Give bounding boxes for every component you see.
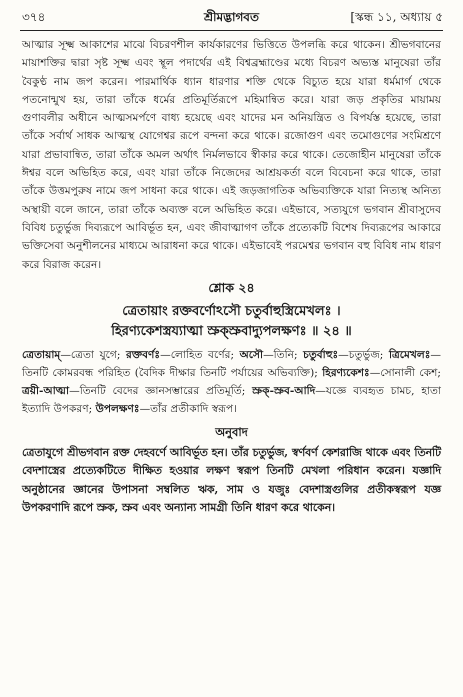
page-number: ৩৭৪ [22,10,46,24]
synonym-meaning: —তিনটি কোমরবন্ধ পরিহিত (বৈদিক দীক্ষার তিনটি পর্যায়ের অভিব্যক্তি); [22,348,441,379]
synonym-word: স্রুক্-স্রুব-আদি [252,384,316,397]
synonym-meaning: —যজ্ঞে ব্যবহৃত চামচ, হাতা ইত্যাদি উপকরণ; [22,384,441,415]
synonym-meaning: —তাঁর প্রতীকাদি স্বরূপ। [139,402,237,415]
synonym-meaning: —তিনি; [263,348,304,361]
translation-heading: অনুবাদ [215,424,248,439]
verse-heading: শ্লোক ২৪ [208,279,255,295]
section-label: [স্কন্ধ ১১, অধ্যায় ৫ [350,10,443,24]
synonym-word: হিরণ্যকেশঃ [322,366,370,379]
synonym-meaning: —তিনটি বেদের জ্ঞানসম্ভারের প্রতিমূর্তি; [69,384,253,397]
book-title: শ্রীমদ্ভাগবত [203,10,259,24]
synonym-meaning: —লোহিত বর্ণের; [160,348,240,361]
synonym-word: উপলক্ষণঃ [95,402,140,415]
synonyms-paragraph [22,346,441,418]
page-header [20,6,443,28]
verse-line-1: ত্রেতায়াং রক্তবর্ণোঽসৌ চতুর্বাহুস্ত্রিমেখলঃ । [122,303,341,319]
verse-line-2: হিরণ্যকেশস্ত্রয্যাত্মা স্রুক্স্রুবাদ্যুপলক্ষণঃ ॥ ২৪ ॥ [111,323,352,339]
synonym-word: রক্তবর্ণঃ [126,348,161,361]
synonym-meaning: —চতুর্ভুজ; [338,348,389,361]
synonym-word: চতুর্বাহুঃ [303,348,339,361]
page-body [22,36,441,518]
synonym-word: ত্রেতায়াম্ [22,348,61,361]
header-rule [20,30,443,31]
synonym-meaning: —ত্রেতা যুগে; [60,348,127,361]
synonym-word: ত্রিমেখলঃ [388,348,431,361]
synonym-meaning: —সোনালী কেশ; [369,366,441,379]
synonym-word: ত্রয়ী-আত্মা [22,384,70,397]
synonym-word: অসৌ [239,348,264,361]
purport-paragraph: আত্মার সূক্ষ্ম আকাশের মাঝে বিচরণশীল কার্যকারণের ভিত্তিতে উপলব্ধি করে থাকেন। শ্রীভগবানের মায়াশক্তির দ্বারা সৃষ্ট সূক্ষ্ম এবং স্থূল পদার্থের এই বিশ্বব্রহ্মাণ্ডের মধ্যে বিচরণ অভ্যস্ত মানুষেরা তাঁর বৈকুণ্ঠ নাম জপ করেন। পারমার্থিক ধ্যান ধারণার শক্তি থেকে বিচ্যুত হয়ে যারা ধর্মমার্গ থেকে পতনোন্মুখ হয়, তারা তাঁকে ধর্মের প্রতিমূর্তিরূপে মহিমান্বিত করে। যারা জড় প্রকৃতির মায়াময় গুণাবলীর অধীনে আত্মসমর্পণে বাধ্য হয়েছে এবং যাদের মন অনিয়ন্ত্রিত ও বিপর্যস্ত হয়েছে, তারা তাঁকে সর্বার্থ সাধক আত্মস্থ যোগেশ্বর রূপে বন্দনা করে থাকে। রজোগুণ এবং তমোগুণের সংমিশ্রণে যারা প্রভাবান্বিত, তারা তাঁকে অমল অর্থাৎ নির্মলভাবে স্বীকার করে থাকে। তেজোহীন মানুষেরা তাঁকে ঈশ্বর বলে অভিহিত করে, এবং যারা তাঁকে নিজেদের আশ্রয়কর্তা বলে বিবেচনা করে থাকে, তারা তাঁকে উত্তমপুরুষ নামে জপ সাধনা করে থাকে। এই জড়জাগতিক অভিব্যক্তিকে যারা নিত্যস্থ অনিত্য অস্থায়ী বলে জানে, তারা তাঁকে অব্যক্ত বলে অভিহিত করে। এইভাবে, সত্যযুগে ভগবান শ্রীবাসুদেব বিবিধ চতুর্ভুজ দিব্যরূপে আবির্ভূত হন, এবং জীবাত্মাগণ তাঁকে প্রত্যেকটি বিশেষ দিব্যরূপের আকারে ভক্তিসেবা অনুশীলনের মাধ্যমে আরাধনা করে থাকে। এইভাবেই পরমেশ্বর ভগবান বহু বিবিধ নাম ধারণ করে বিরাজ করেন। [22,39,441,271]
translation-paragraph: ত্রেতাযুগে শ্রীভগবান রক্ত দেহবর্ণে আবির্ভূত হন। তাঁর চতুর্ভুজ, স্বর্ণবর্ণ কেশরাজি থাকে এবং তিনটি বেদশাস্ত্রের প্রত্যেকটিতে দীক্ষিত হওয়ার লক্ষণ স্বরূপ তিনটি মেখলা পরিধান করেন। যজ্ঞাদি অনুষ্ঠানের জ্ঞানের উপাসনা সম্বলিত ঋক, সাম ও যজুঃ বেদশাস্ত্রগুলির প্রতীকস্বরূপ যজ্ঞ উপকরণাদি রূপে স্রুক, স্রুব এবং অন্যান্য সামগ্রী তিনি ধারণ করে থাকেন। [22,445,441,515]
